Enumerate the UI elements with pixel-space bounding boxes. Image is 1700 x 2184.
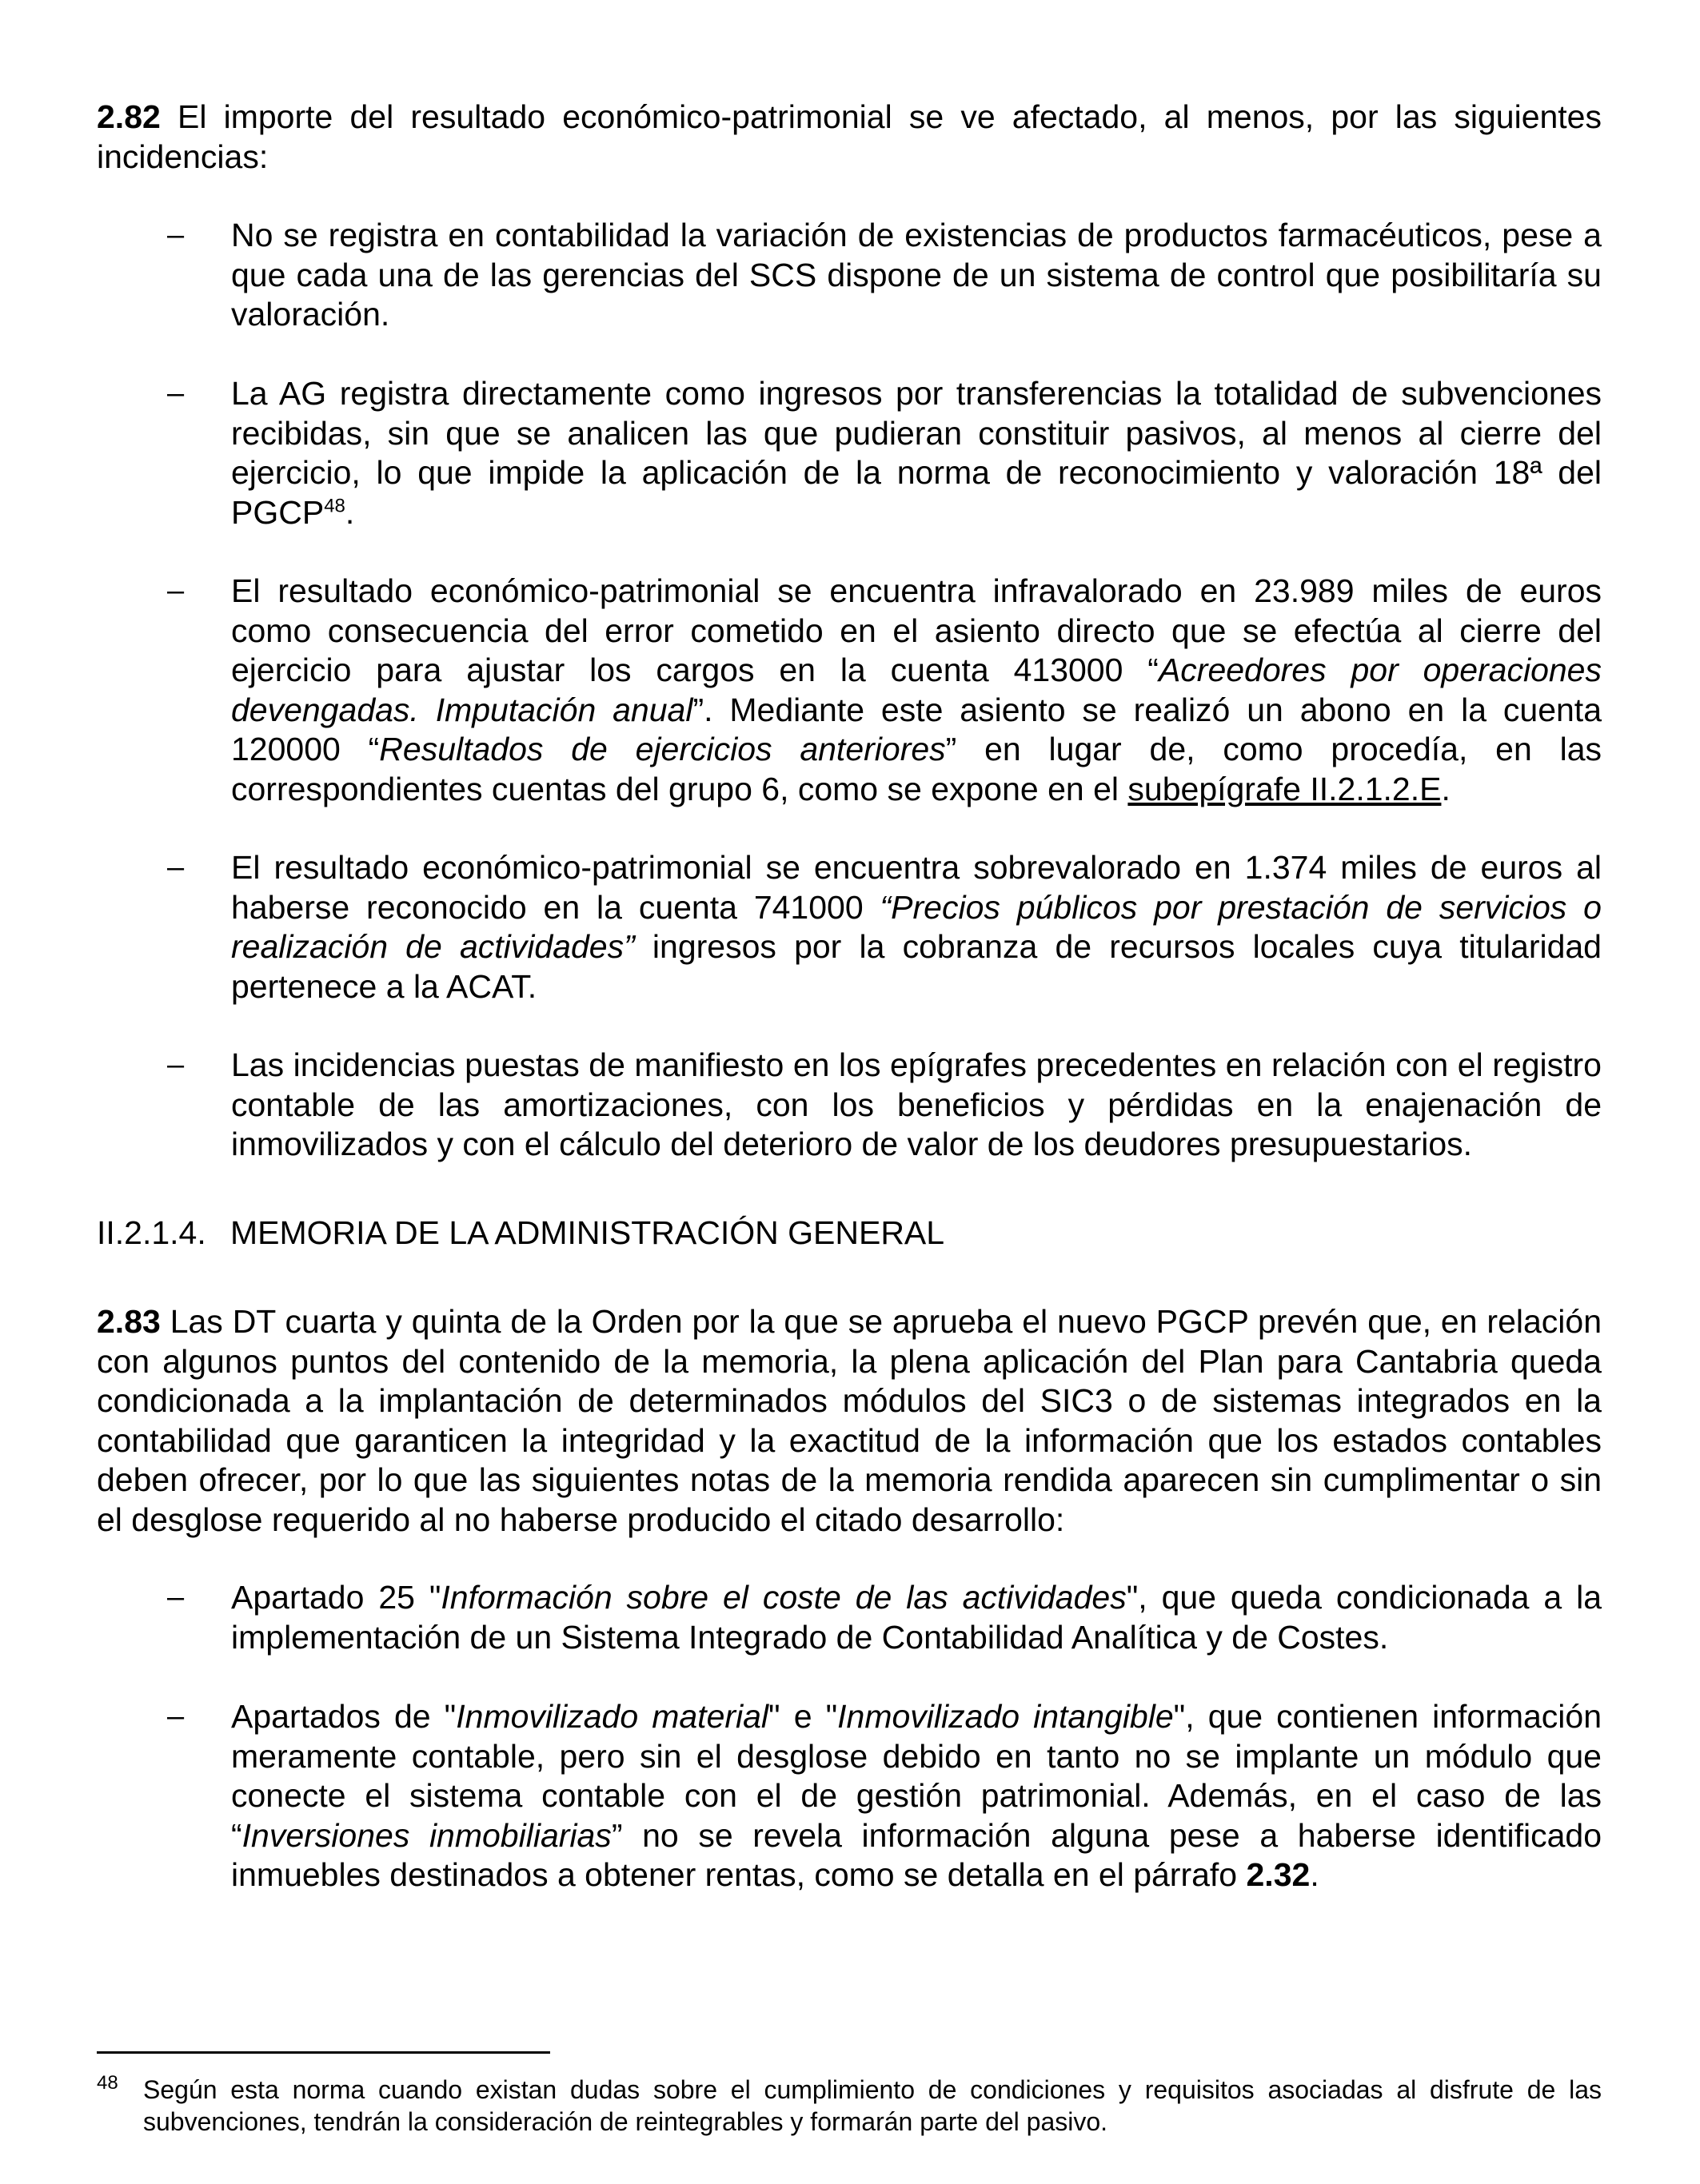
paragraph-reference: 2.32 [1246, 1856, 1311, 1893]
footnote-text: Según esta norma cuando existan dudas sobre el cumplimiento de condiciones y requisitos asociadas al disfrute de las subvenciones, tendrán la consideración de reintegrables y formarán parte del pasivo. [143, 2075, 1602, 2136]
dash-bullet-icon: – [167, 851, 185, 884]
footnote-reference[interactable]: 48 [324, 494, 345, 516]
dash-bullet-icon: – [167, 574, 185, 608]
footnote-separator [97, 2051, 550, 2054]
dash-bullet-icon: – [167, 1700, 185, 1733]
paragraph-2-82: 2.82 El importe del resultado económico-patrimonial se ve afectado, al menos, por las siguientes incidencias: [97, 98, 1602, 175]
footnote-number: 48 [97, 2072, 118, 2094]
paragraph-number: 2.82 [97, 98, 161, 135]
section-number: II.2.1.4. [97, 1214, 206, 1251]
dash-bullet-icon: – [167, 377, 185, 410]
dash-bullet-icon: – [167, 218, 185, 252]
section-heading [97, 1214, 944, 1253]
document-page: 2.82 El importe del resultado económico-patrimonial se ve afectado, al menos, por las siguientes incidencias: – No se registra en contabilidad la variación de existencias de productos farmacéuticos, pese a que cada una de las gerencias del SCS dispone de un sistema de control que posibilitaría su valoración. – La AG registra directamente como ingresos por transferencias la totalidad de subvenciones recibidas, sin que se analicen las que pudieran constituir pasivos, al menos al cierre del ejercicio, lo que impide la aplicación de la norma de reconocimiento y valoración 18ª del PGCP$^{48}$. – El resultado económico-patrimonial se encuentra infravalorado en 23.989 miles de euros como consecuencia del error cometido en el asiento directo que se efectúa al cierre del ejercicio para ajustar los cargos en la cuenta 413000 “Acreedores por operaciones devengadas. Imputación anual”. Mediante este asiento se realizó un abono en la cuenta 120000 “Resultados de ejercicios anteriores” en lugar de, como procedía, en las correspondientes cuentas del grupo 6, como se expone en el subepígrafe II.2.1.2.E. – El resultado económico-patrimonial se encuentra sobrevalorado en 1.374 miles de euros al haberse reconocido en la cuenta 741000 “Precios públicos por prestación de servicios o realización de actividades” ingresos por la cobranza de recursos locales cuya titularidad pertenece a la ACAT. – Las incidencias puestas de manifiesto en los epígrafes precedentes en relación con el registro contable de las amortizaciones, con los beneficios y pérdidas en la enajenación de inmovilizados y con el cálculo del deterioro de valor de los deudores presupuestarios. II.2.1.4. MEMORIA DE LA ADMINISTRACIÓN GENERAL 2.83 Las DT cuarta y quinta de la Orden por la que se aprueba el nuevo PGCP prevén que, en relación con algunos puntos del contenido de la memoria, la plena aplicación del Plan para Cantabria queda condicionada a la implantación de determinados módulos del SIC3 o de sistemas integrados en la contabilidad que garanticen la integridad y la exactitud de la información que los estados contables deben ofrecer, por lo que las siguientes notas de la memoria rendida aparecen sin cumplimentar o sin el desglose requerido al no haberse producido el citado desarrollo: – Apartado 25 "Información sobre el coste de las actividades", que queda condicionada a la implementación de un Sistema Integrado de Contabilidad Analítica y de Costes. – Apartados de "Inmovilizado material" e "Inmovilizado intangible", que contienen información meramente contable, pero sin el desglose debido en tanto no se implante un módulo que conecte el sistema contable con el de gestión patrimonial. Además, en el caso de las “Inversiones inmobiliarias” no se revela información alguna pese a haberse identificado inmuebles destinados a obtener rentas, como se detalla en el párrafo 2.32. 48 Según esta norma cuando existan dudas sobre el cumplimiento de condiciones y requisitos asociadas al disfrute de las subvenciones, tendrán la consideración de reintegrables y formarán parte del pasivo. [97, 98, 1602, 2136]
section-title: MEMORIA DE LA ADMINISTRACIÓN GENERAL [230, 1214, 945, 1251]
paragraph-2-83: 2.83 Las DT cuarta y quinta de la Orden por la que se aprueba el nuevo PGCP prevén que, en relación con algunos puntos del contenido de la memoria, la plena aplicación del Plan para Cantabria queda condicionada a la implantación de determinados módulos del SIC3 o de sistemas integrados en la contabilidad que garanticen la integridad y la exactitud de la información que los estados contables deben ofrecer, por lo que las siguientes notas de la memoria rendida aparecen sin cumplimentar o sin el desglose requerido al no haberse producido el citado desarrollo: [97, 1303, 1602, 1538]
paragraph-number: 2.83 [97, 1303, 161, 1340]
dash-bullet-icon: – [167, 1580, 185, 1614]
dash-bullet-icon: – [167, 1048, 185, 1082]
cross-reference-link[interactable]: subepígrafe II.2.1.2.E [1127, 770, 1442, 807]
